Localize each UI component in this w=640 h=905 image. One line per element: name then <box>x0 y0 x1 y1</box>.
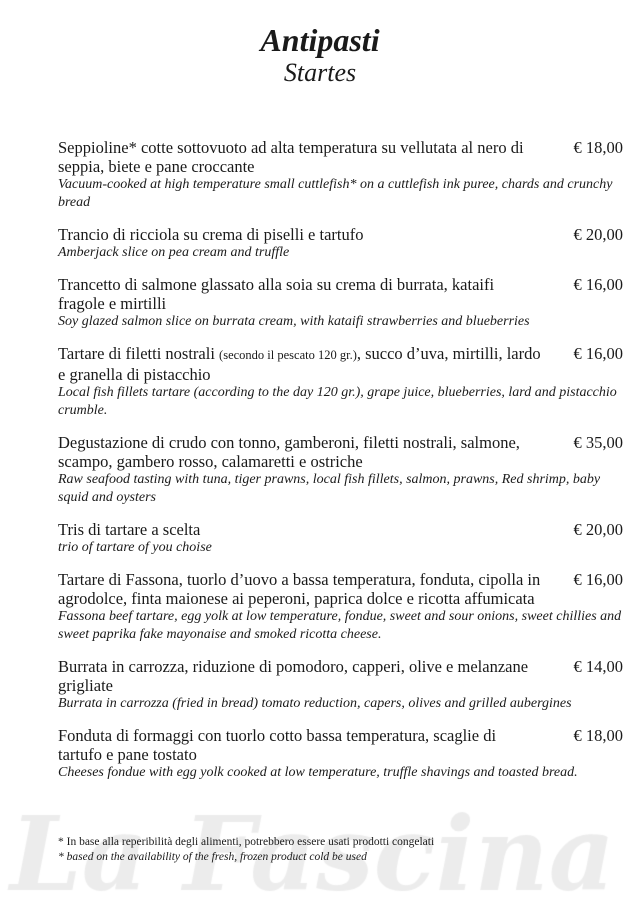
item-desc-en: trio of tartare of you choise <box>58 540 212 555</box>
item-price: € 18,00 <box>573 138 623 157</box>
item-name-it: Degustazione di crudo con tonno, gamberoni, filetti nostrali, salmone, scampo, gambero rosso, calamaretti e ostriche <box>58 433 520 471</box>
item-name-it <box>58 344 543 384</box>
item-desc-en: Burrata in carrozza (fried in bread) tomato reduction, capers, olives and grilled aubergines <box>58 696 572 711</box>
item-desc-en: Local fish fillets tartare (according to the day 120 gr.), grape juice, blueberries, lard and pistacchio crumble. <box>58 385 617 418</box>
item-desc-en: Cheeses fondue with egg yolk cooked at low temperature, truffle shavings and toasted bread. <box>58 765 578 780</box>
footnote-en: * based on the availability of the fresh, frozen product cold be used <box>58 851 367 863</box>
menu-item <box>58 344 623 420</box>
menu-list <box>58 138 623 782</box>
footnote <box>58 835 623 865</box>
item-name-it: Tartare di Fassona, tuorlo d’uovo a bassa temperatura, fonduta, cipolla in agrodolce, finta maionese ai peperoni, paprica dolce e ricotta affumicata <box>58 570 541 608</box>
menu-item <box>58 520 623 557</box>
item-name-it: Seppioline* cotte sottovuoto ad alta temperatura su vellutata al nero di seppia, biete e pane croccante <box>58 138 524 176</box>
menu-item <box>58 433 623 507</box>
item-price: € 20,00 <box>573 520 623 539</box>
menu-item <box>58 657 623 713</box>
item-name-it: Burrata in carrozza, riduzione di pomodoro, capperi, olive e melanzane grigliate <box>58 657 529 695</box>
item-name-it: Fonduta di formaggi con tuorlo cotto bassa temperatura, scaglie di tartufo e pane tostato <box>58 726 497 764</box>
page-subtitle: Startes <box>283 58 357 87</box>
item-name-it: Trancio di ricciola su crema di piselli e tartufo <box>58 225 364 244</box>
item-desc-en: Raw seafood tasting with tuna, tiger prawns, local fish fillets, salmon, prawns, Red shrimp, baby squid and oysters <box>58 472 601 505</box>
item-name-it: Trancetto di salmone glassato alla soia su crema di burrata, kataifi fragole e mirtilli <box>58 275 495 313</box>
item-price: € 35,00 <box>573 433 623 452</box>
item-name-it: Tris di tartare a scelta <box>58 520 201 539</box>
item-price: € 20,00 <box>573 225 623 244</box>
item-price: € 16,00 <box>573 570 623 589</box>
item-price: € 18,00 <box>573 726 623 745</box>
item-name-part: Tartare di filetti nostrali <box>58 344 220 363</box>
item-desc-en: Fassona beef tartare, egg yolk at low temperature, fondue, sweet and sour onions, sweet chillies and sweet paprika fake mayonaise and smoked ricotta cheese. <box>58 609 622 642</box>
menu-item <box>58 726 623 782</box>
menu-item <box>58 138 623 212</box>
footnote-it: * In base alla reperibilità degli alimenti, potrebbero essere usati prodotti congelati <box>58 836 435 848</box>
page-title: Antipasti <box>260 22 380 58</box>
item-name-note: (secondo il pescato 120 gr.) <box>219 348 357 362</box>
item-desc-en: Amberjack slice on pea cream and truffle <box>58 245 290 260</box>
item-price: € 16,00 <box>573 344 623 363</box>
item-name-part: , succo d’uva, mirtilli, lardo e granella di pistacchio <box>58 344 541 384</box>
item-desc-en: Vacuum-cooked at high temperature small cuttlefish* on a cuttlefish ink puree, chards and crunchy bread <box>58 177 613 210</box>
item-price: € 16,00 <box>573 275 623 294</box>
item-desc-en: Soy glazed salmon slice on burrata cream, with kataifi strawberries and blueberries <box>58 314 530 329</box>
menu-item <box>58 570 623 644</box>
menu-item <box>58 275 623 331</box>
menu-item <box>58 225 623 262</box>
item-price: € 14,00 <box>573 657 623 676</box>
